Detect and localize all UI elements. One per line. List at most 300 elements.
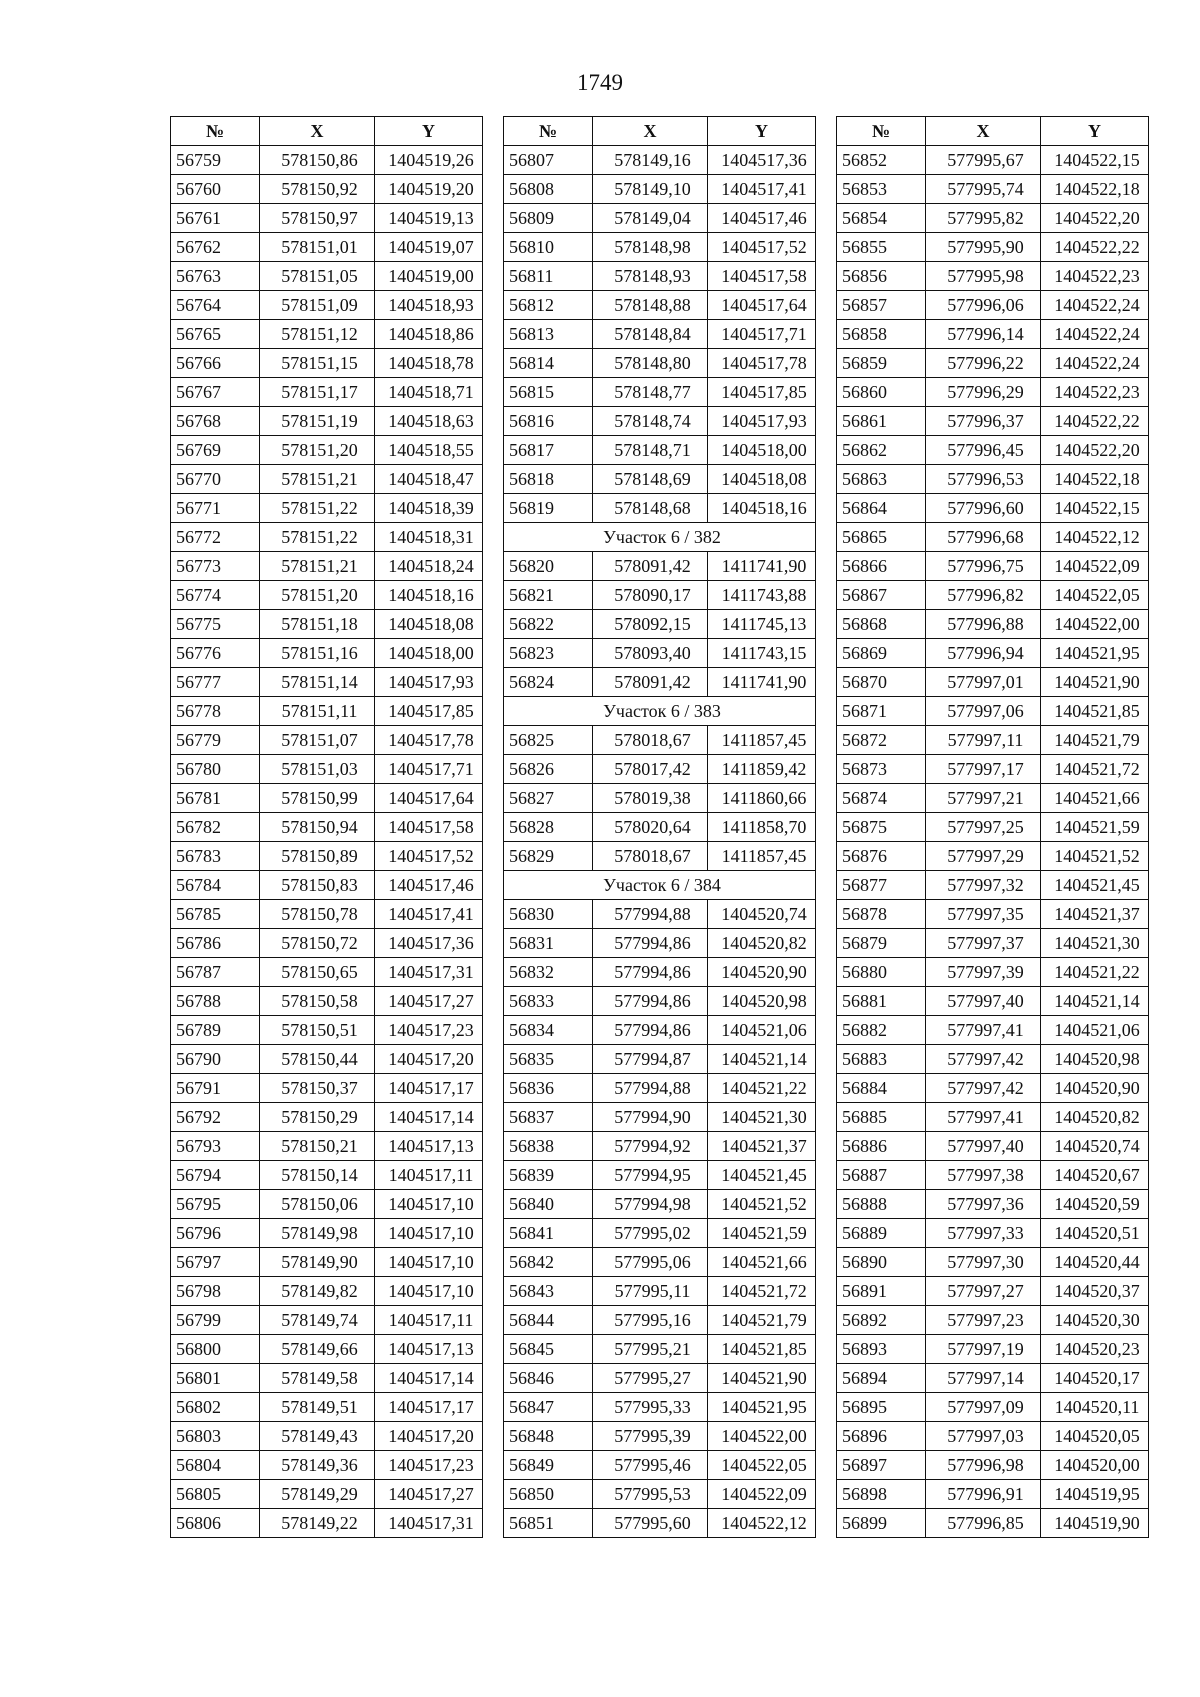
- y-coordinate: 1404520,90: [708, 958, 816, 987]
- y-coordinate: 1404522,23: [1041, 262, 1149, 291]
- x-coordinate: 578150,86: [260, 146, 375, 175]
- x-coordinate: 578148,68: [593, 494, 708, 523]
- y-coordinate: 1404522,22: [1041, 407, 1149, 436]
- table-row: [171, 1480, 483, 1509]
- x-coordinate: 577996,88: [926, 610, 1041, 639]
- point-number: 56829: [504, 842, 593, 871]
- y-coordinate: 1404518,71: [375, 378, 483, 407]
- table-row: [837, 465, 1149, 494]
- y-coordinate: 1404517,17: [375, 1393, 483, 1422]
- point-number: 56865: [837, 523, 926, 552]
- x-coordinate: 577994,87: [593, 1045, 708, 1074]
- y-coordinate: 1404522,23: [1041, 378, 1149, 407]
- point-number: 56795: [171, 1190, 260, 1219]
- x-coordinate: 578020,64: [593, 813, 708, 842]
- table-row: [504, 987, 816, 1016]
- point-number: 56874: [837, 784, 926, 813]
- x-coordinate: 578151,16: [260, 639, 375, 668]
- y-coordinate: 1404522,22: [1041, 233, 1149, 262]
- y-coordinate: 1404521,45: [708, 1161, 816, 1190]
- y-coordinate: 1404520,44: [1041, 1248, 1149, 1277]
- y-coordinate: 1411860,66: [708, 784, 816, 813]
- x-coordinate: 578150,51: [260, 1016, 375, 1045]
- y-coordinate: 1404518,39: [375, 494, 483, 523]
- point-number: 56831: [504, 929, 593, 958]
- point-number: 56818: [504, 465, 593, 494]
- table-row: [837, 1277, 1149, 1306]
- y-coordinate: 1404522,18: [1041, 175, 1149, 204]
- x-coordinate: 577995,60: [593, 1509, 708, 1538]
- header-x: X: [926, 117, 1041, 146]
- table-row: [171, 465, 483, 494]
- point-number: 56852: [837, 146, 926, 175]
- point-number: 56891: [837, 1277, 926, 1306]
- table-row: [171, 610, 483, 639]
- table-row: [171, 1422, 483, 1451]
- point-number: 56867: [837, 581, 926, 610]
- point-number: 56765: [171, 320, 260, 349]
- table-row: [837, 726, 1149, 755]
- table-row: [837, 1016, 1149, 1045]
- y-coordinate: 1404521,06: [708, 1016, 816, 1045]
- x-coordinate: 577996,37: [926, 407, 1041, 436]
- point-number: 56812: [504, 291, 593, 320]
- y-coordinate: 1404520,11: [1041, 1393, 1149, 1422]
- table-row: [837, 1074, 1149, 1103]
- x-coordinate: 578150,21: [260, 1132, 375, 1161]
- y-coordinate: 1404517,13: [375, 1132, 483, 1161]
- table-row: [837, 291, 1149, 320]
- x-coordinate: 577997,21: [926, 784, 1041, 813]
- y-coordinate: 1404522,18: [1041, 465, 1149, 494]
- x-coordinate: 577994,88: [593, 900, 708, 929]
- y-coordinate: 1411743,88: [708, 581, 816, 610]
- point-number: 56868: [837, 610, 926, 639]
- table-row: [171, 1393, 483, 1422]
- x-coordinate: 578151,11: [260, 697, 375, 726]
- x-coordinate: 578150,29: [260, 1103, 375, 1132]
- table-row: [837, 378, 1149, 407]
- point-number: 56828: [504, 813, 593, 842]
- x-coordinate: 577997,01: [926, 668, 1041, 697]
- x-coordinate: 577995,02: [593, 1219, 708, 1248]
- y-coordinate: 1404520,67: [1041, 1161, 1149, 1190]
- table-row: [504, 465, 816, 494]
- table-row: [504, 320, 816, 349]
- point-number: 56896: [837, 1422, 926, 1451]
- y-coordinate: 1404521,79: [1041, 726, 1149, 755]
- x-coordinate: 578149,16: [593, 146, 708, 175]
- point-number: 56855: [837, 233, 926, 262]
- y-coordinate: 1404517,85: [708, 378, 816, 407]
- y-coordinate: 1404521,52: [1041, 842, 1149, 871]
- point-number: 56888: [837, 1190, 926, 1219]
- table-row: [171, 175, 483, 204]
- table-row: [837, 900, 1149, 929]
- point-number: 56850: [504, 1480, 593, 1509]
- x-coordinate: 577997,11: [926, 726, 1041, 755]
- point-number: 56881: [837, 987, 926, 1016]
- y-coordinate: 1404522,15: [1041, 494, 1149, 523]
- table-row: [171, 1161, 483, 1190]
- table-row: [171, 929, 483, 958]
- x-coordinate: 578148,80: [593, 349, 708, 378]
- coordinates-table-3: [836, 116, 1149, 1538]
- point-number: 56824: [504, 668, 593, 697]
- table-row: [504, 1364, 816, 1393]
- table-row: [171, 1016, 483, 1045]
- table-row: [504, 726, 816, 755]
- y-coordinate: 1404522,09: [1041, 552, 1149, 581]
- point-number: 56897: [837, 1451, 926, 1480]
- x-coordinate: 577994,86: [593, 1016, 708, 1045]
- table-row: [504, 436, 816, 465]
- point-number: 56878: [837, 900, 926, 929]
- table-row: [504, 204, 816, 233]
- x-coordinate: 577995,11: [593, 1277, 708, 1306]
- section-row: [504, 871, 816, 900]
- table-row: [504, 1306, 816, 1335]
- point-number: 56762: [171, 233, 260, 262]
- table-row: [837, 1190, 1149, 1219]
- x-coordinate: 578150,83: [260, 871, 375, 900]
- x-coordinate: 577997,40: [926, 1132, 1041, 1161]
- y-coordinate: 1411741,90: [708, 668, 816, 697]
- header-y: Y: [375, 117, 483, 146]
- table-row: [171, 1132, 483, 1161]
- y-coordinate: 1404517,93: [375, 668, 483, 697]
- point-number: 56859: [837, 349, 926, 378]
- table-row: [837, 552, 1149, 581]
- y-coordinate: 1404519,26: [375, 146, 483, 175]
- point-number: 56805: [171, 1480, 260, 1509]
- x-coordinate: 578149,66: [260, 1335, 375, 1364]
- table-row: [837, 755, 1149, 784]
- x-coordinate: 577997,03: [926, 1422, 1041, 1451]
- y-coordinate: 1404521,90: [708, 1364, 816, 1393]
- table-row: [171, 233, 483, 262]
- y-coordinate: 1404517,41: [375, 900, 483, 929]
- x-coordinate: 577996,68: [926, 523, 1041, 552]
- table-row: [171, 349, 483, 378]
- point-number: 56843: [504, 1277, 593, 1306]
- point-number: 56864: [837, 494, 926, 523]
- point-number: 56777: [171, 668, 260, 697]
- table-row: [171, 262, 483, 291]
- table-row: [504, 668, 816, 697]
- point-number: 56887: [837, 1161, 926, 1190]
- point-number: 56838: [504, 1132, 593, 1161]
- point-number: 56854: [837, 204, 926, 233]
- x-coordinate: 578150,94: [260, 813, 375, 842]
- y-coordinate: 1404521,59: [708, 1219, 816, 1248]
- point-number: 56770: [171, 465, 260, 494]
- x-coordinate: 578151,09: [260, 291, 375, 320]
- x-coordinate: 578149,10: [593, 175, 708, 204]
- x-coordinate: 578148,77: [593, 378, 708, 407]
- table-row: [171, 1306, 483, 1335]
- table-row: [837, 204, 1149, 233]
- x-coordinate: 578019,38: [593, 784, 708, 813]
- table-row: [504, 1016, 816, 1045]
- table-row: [504, 842, 816, 871]
- point-number: 56871: [837, 697, 926, 726]
- x-coordinate: 578151,19: [260, 407, 375, 436]
- table-row: [504, 349, 816, 378]
- x-coordinate: 578017,42: [593, 755, 708, 784]
- y-coordinate: 1404521,95: [1041, 639, 1149, 668]
- y-coordinate: 1404522,00: [1041, 610, 1149, 639]
- table-row: [837, 407, 1149, 436]
- x-coordinate: 577996,14: [926, 320, 1041, 349]
- table-row: [504, 1161, 816, 1190]
- y-coordinate: 1404517,71: [708, 320, 816, 349]
- point-number: 56858: [837, 320, 926, 349]
- y-coordinate: 1404519,95: [1041, 1480, 1149, 1509]
- y-coordinate: 1404518,08: [375, 610, 483, 639]
- point-number: 56898: [837, 1480, 926, 1509]
- x-coordinate: 577996,75: [926, 552, 1041, 581]
- x-coordinate: 578149,74: [260, 1306, 375, 1335]
- y-coordinate: 1404518,93: [375, 291, 483, 320]
- y-coordinate: 1404517,31: [375, 958, 483, 987]
- table-row: [171, 204, 483, 233]
- y-coordinate: 1404517,10: [375, 1190, 483, 1219]
- y-coordinate: 1404517,71: [375, 755, 483, 784]
- table-row: [837, 1509, 1149, 1538]
- y-coordinate: 1404522,00: [708, 1422, 816, 1451]
- x-coordinate: 578149,04: [593, 204, 708, 233]
- section-title: Участок 6 / 383: [504, 697, 816, 726]
- y-coordinate: 1404522,24: [1041, 291, 1149, 320]
- y-coordinate: 1404518,24: [375, 552, 483, 581]
- table-row: [171, 842, 483, 871]
- table-row: [837, 958, 1149, 987]
- x-coordinate: 577997,32: [926, 871, 1041, 900]
- y-coordinate: 1404521,72: [1041, 755, 1149, 784]
- x-coordinate: 578151,18: [260, 610, 375, 639]
- table-row: [837, 639, 1149, 668]
- y-coordinate: 1404518,86: [375, 320, 483, 349]
- x-coordinate: 578151,22: [260, 523, 375, 552]
- point-number: 56886: [837, 1132, 926, 1161]
- table-row: [837, 813, 1149, 842]
- x-coordinate: 578092,15: [593, 610, 708, 639]
- point-number: 56899: [837, 1509, 926, 1538]
- y-coordinate: 1404519,90: [1041, 1509, 1149, 1538]
- table-row: [837, 1219, 1149, 1248]
- point-number: 56845: [504, 1335, 593, 1364]
- y-coordinate: 1404521,85: [708, 1335, 816, 1364]
- y-coordinate: 1404521,85: [1041, 697, 1149, 726]
- x-coordinate: 578148,74: [593, 407, 708, 436]
- header-number: №: [837, 117, 926, 146]
- x-coordinate: 577996,22: [926, 349, 1041, 378]
- point-number: 56788: [171, 987, 260, 1016]
- x-coordinate: 577997,29: [926, 842, 1041, 871]
- y-coordinate: 1404521,90: [1041, 668, 1149, 697]
- coordinates-table-1: [170, 116, 483, 1538]
- y-coordinate: 1404517,11: [375, 1161, 483, 1190]
- table-row: [837, 494, 1149, 523]
- point-number: 56822: [504, 610, 593, 639]
- x-coordinate: 577997,17: [926, 755, 1041, 784]
- table-row: [504, 1103, 816, 1132]
- table-row: [504, 175, 816, 204]
- table-row: [171, 784, 483, 813]
- y-coordinate: 1411857,45: [708, 726, 816, 755]
- point-number: 56892: [837, 1306, 926, 1335]
- point-number: 56817: [504, 436, 593, 465]
- table-row: [837, 1306, 1149, 1335]
- table-row: [171, 639, 483, 668]
- y-coordinate: 1404518,55: [375, 436, 483, 465]
- y-coordinate: 1404521,95: [708, 1393, 816, 1422]
- y-coordinate: 1404520,05: [1041, 1422, 1149, 1451]
- point-number: 56889: [837, 1219, 926, 1248]
- y-coordinate: 1404519,20: [375, 175, 483, 204]
- x-coordinate: 578150,99: [260, 784, 375, 813]
- y-coordinate: 1404521,66: [1041, 784, 1149, 813]
- point-number: 56779: [171, 726, 260, 755]
- y-coordinate: 1404519,13: [375, 204, 483, 233]
- x-coordinate: 578151,21: [260, 465, 375, 494]
- point-number: 56823: [504, 639, 593, 668]
- x-coordinate: 578018,67: [593, 726, 708, 755]
- x-coordinate: 578149,98: [260, 1219, 375, 1248]
- y-coordinate: 1404517,27: [375, 987, 483, 1016]
- point-number: 56849: [504, 1451, 593, 1480]
- point-number: 56819: [504, 494, 593, 523]
- point-number: 56796: [171, 1219, 260, 1248]
- x-coordinate: 577997,39: [926, 958, 1041, 987]
- y-coordinate: 1404517,11: [375, 1306, 483, 1335]
- y-coordinate: 1404520,74: [1041, 1132, 1149, 1161]
- x-coordinate: 578148,88: [593, 291, 708, 320]
- x-coordinate: 577997,41: [926, 1103, 1041, 1132]
- y-coordinate: 1404521,30: [1041, 929, 1149, 958]
- y-coordinate: 1404521,37: [1041, 900, 1149, 929]
- x-coordinate: 577997,06: [926, 697, 1041, 726]
- y-coordinate: 1404518,16: [708, 494, 816, 523]
- x-coordinate: 578091,42: [593, 552, 708, 581]
- table-row: [837, 610, 1149, 639]
- y-coordinate: 1404517,27: [375, 1480, 483, 1509]
- point-number: 56885: [837, 1103, 926, 1132]
- x-coordinate: 578151,20: [260, 581, 375, 610]
- point-number: 56836: [504, 1074, 593, 1103]
- table-row: [504, 146, 816, 175]
- point-number: 56837: [504, 1103, 593, 1132]
- x-coordinate: 577996,29: [926, 378, 1041, 407]
- table-row: [171, 1451, 483, 1480]
- y-coordinate: 1411743,15: [708, 639, 816, 668]
- table-row: [171, 900, 483, 929]
- y-coordinate: 1404517,14: [375, 1364, 483, 1393]
- x-coordinate: 578150,92: [260, 175, 375, 204]
- table-row: [171, 1277, 483, 1306]
- table-row: [837, 668, 1149, 697]
- table-row: [504, 813, 816, 842]
- x-coordinate: 578150,37: [260, 1074, 375, 1103]
- y-coordinate: 1411858,70: [708, 813, 816, 842]
- x-coordinate: 577997,37: [926, 929, 1041, 958]
- point-number: 56894: [837, 1364, 926, 1393]
- y-coordinate: 1404517,14: [375, 1103, 483, 1132]
- section-row: [504, 697, 816, 726]
- point-number: 56800: [171, 1335, 260, 1364]
- table-row: [504, 639, 816, 668]
- point-number: 56876: [837, 842, 926, 871]
- table-row: [504, 610, 816, 639]
- table-row: [504, 494, 816, 523]
- point-number: 56890: [837, 1248, 926, 1277]
- point-number: 56830: [504, 900, 593, 929]
- y-coordinate: 1404521,79: [708, 1306, 816, 1335]
- x-coordinate: 578151,03: [260, 755, 375, 784]
- y-coordinate: 1404517,36: [708, 146, 816, 175]
- table-row: [504, 1190, 816, 1219]
- point-number: 56776: [171, 639, 260, 668]
- point-number: 56787: [171, 958, 260, 987]
- y-coordinate: 1404517,23: [375, 1016, 483, 1045]
- y-coordinate: 1404522,24: [1041, 320, 1149, 349]
- x-coordinate: 577994,95: [593, 1161, 708, 1190]
- point-number: 56869: [837, 639, 926, 668]
- x-coordinate: 577997,23: [926, 1306, 1041, 1335]
- point-number: 56766: [171, 349, 260, 378]
- y-coordinate: 1404519,07: [375, 233, 483, 262]
- table-row: [837, 262, 1149, 291]
- x-coordinate: 578151,01: [260, 233, 375, 262]
- x-coordinate: 578150,89: [260, 842, 375, 871]
- point-number: 56848: [504, 1422, 593, 1451]
- table-row: [504, 1045, 816, 1074]
- y-coordinate: 1404521,14: [708, 1045, 816, 1074]
- y-coordinate: 1411745,13: [708, 610, 816, 639]
- point-number: 56771: [171, 494, 260, 523]
- x-coordinate: 577995,46: [593, 1451, 708, 1480]
- table-row: [504, 1509, 816, 1538]
- x-coordinate: 577996,91: [926, 1480, 1041, 1509]
- point-number: 56797: [171, 1248, 260, 1277]
- point-number: 56825: [504, 726, 593, 755]
- x-coordinate: 578149,43: [260, 1422, 375, 1451]
- table-row: [171, 552, 483, 581]
- point-number: 56793: [171, 1132, 260, 1161]
- table-row: [504, 1219, 816, 1248]
- point-number: 56768: [171, 407, 260, 436]
- table-row: [171, 291, 483, 320]
- x-coordinate: 577995,98: [926, 262, 1041, 291]
- point-number: 56877: [837, 871, 926, 900]
- point-number: 56761: [171, 204, 260, 233]
- x-coordinate: 577995,74: [926, 175, 1041, 204]
- point-number: 56794: [171, 1161, 260, 1190]
- point-number: 56862: [837, 436, 926, 465]
- point-number: 56792: [171, 1103, 260, 1132]
- x-coordinate: 578093,40: [593, 639, 708, 668]
- y-coordinate: 1411857,45: [708, 842, 816, 871]
- table-row: [504, 262, 816, 291]
- table-row: [504, 755, 816, 784]
- table-row: [504, 552, 816, 581]
- x-coordinate: 578151,14: [260, 668, 375, 697]
- point-number: 56853: [837, 175, 926, 204]
- x-coordinate: 577997,09: [926, 1393, 1041, 1422]
- table-row: [171, 1335, 483, 1364]
- x-coordinate: 577997,36: [926, 1190, 1041, 1219]
